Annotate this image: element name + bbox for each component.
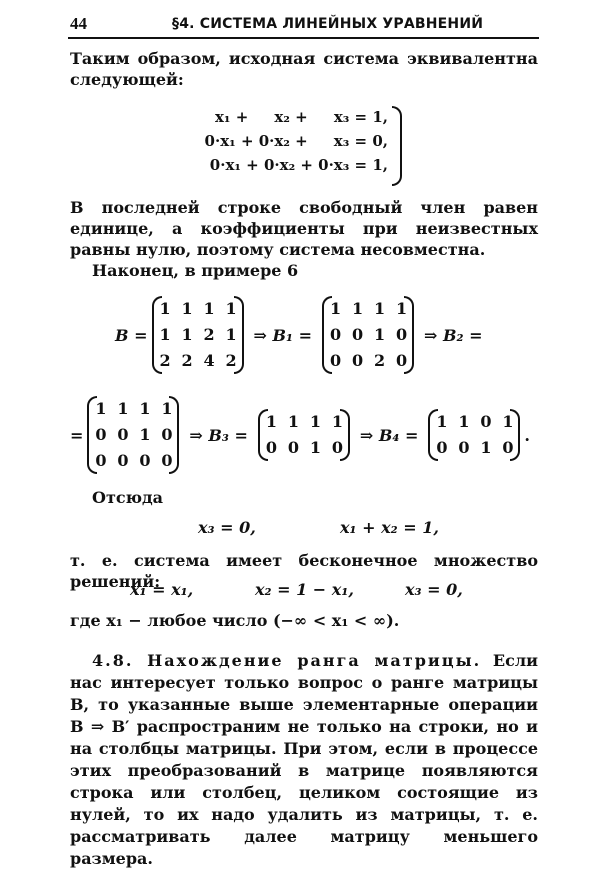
matrix-row	[330, 296, 406, 322]
matrix-cell: 0	[395, 325, 408, 344]
matrix-cell: 1	[502, 412, 514, 431]
matrix-row	[330, 322, 406, 348]
matrix-chain-1	[115, 296, 488, 374]
matrix-row	[330, 348, 406, 374]
paragraph-any-number: где x₁ − любое число (−∞ < x₁ < ∞).	[70, 611, 400, 630]
paragraph-example-6: Наконец, в примере 6	[92, 261, 299, 280]
matrix-row	[95, 422, 171, 448]
matrix-cell: 4	[203, 351, 215, 370]
matrix-cell: 1	[159, 325, 171, 344]
solution-x2: x₂ = 1 − x₁,	[255, 580, 354, 599]
matrix-cell: 0	[117, 451, 129, 470]
matrix-cell: 1	[373, 299, 386, 318]
matrix-row	[436, 435, 512, 461]
matrix-cell: 0	[480, 412, 492, 431]
solution-x1: x₁ = x₁,	[130, 580, 194, 599]
paragraph-infinite: т. е. система имеет бесконечное множество решений:	[70, 551, 538, 591]
matrix-B4	[428, 409, 520, 461]
matrix-cell: 0	[395, 351, 408, 370]
matrix-cell: 1	[225, 299, 237, 318]
matrix-cell: 2	[225, 351, 237, 370]
matrix-cell: 1	[181, 325, 193, 344]
matrix-cell: 1	[225, 325, 237, 344]
matrix-cell: 0	[458, 438, 470, 457]
matrix-cell: 1	[309, 412, 322, 431]
matrix-row	[160, 296, 236, 322]
matrix-cell: 1	[331, 412, 344, 431]
paragraph-hence: Отсюда	[92, 488, 164, 507]
matrix-cell: 1	[309, 438, 322, 457]
matrix-row	[160, 322, 236, 348]
label-B1: ⇒ B₁ =	[253, 325, 312, 345]
paragraph-intro: Таким образом, исходная система эквивалентна следующей:	[70, 49, 538, 89]
paragraph-inconsistent: В последней строке свободный член равен единице, а коэффициенты при неизвестных равны нулю, поэтому система несовместна.	[70, 198, 538, 259]
solution-x3: x₃ = 0,	[405, 580, 463, 599]
matrix-cell: 0	[161, 451, 173, 470]
matrix-cell: 1	[329, 299, 342, 318]
system-row-2: 0·x₁ + 0·x₂ + x₃ = 0,	[204, 132, 388, 150]
equation-x3: x₃ = 0,	[198, 518, 256, 537]
matrix-cell: 0	[265, 438, 278, 457]
matrix-cell: 0	[161, 425, 173, 444]
matrix-cell: 0	[139, 451, 151, 470]
matrix-cell: 1	[458, 412, 470, 431]
label-B2: ⇒ B₂ =	[423, 325, 483, 345]
matrix-cell: 0	[95, 451, 107, 470]
matrix-cell: 0	[351, 351, 364, 370]
page-number: 44	[70, 14, 87, 33]
matrix-B3	[258, 409, 350, 461]
matrix-cell: 2	[203, 325, 215, 344]
matrix-B1	[322, 296, 414, 374]
matrix-cell: 1	[480, 438, 492, 457]
matrix-reduced	[87, 396, 179, 474]
system-brace	[392, 106, 402, 186]
matrix-cell: 1	[181, 299, 193, 318]
matrix-cell: 2	[159, 351, 171, 370]
matrix-row	[266, 409, 342, 435]
section-heading: 4.8. Нахождение ранга матрицы.	[92, 651, 482, 670]
matrix-cell: 0	[95, 425, 107, 444]
matrix-cell: 1	[395, 299, 408, 318]
matrix-row	[266, 435, 342, 461]
matrix-cell: 0	[287, 438, 300, 457]
matrix-cell: 1	[159, 299, 171, 318]
period: .	[524, 425, 530, 445]
running-header: §4. СИСТЕМА ЛИНЕЙНЫХ УРАВНЕНИЙ	[172, 16, 484, 32]
matrix-cell: 1	[203, 299, 215, 318]
matrix-row	[95, 448, 171, 474]
matrix-row	[160, 348, 236, 374]
matrix-B	[152, 296, 244, 374]
matrix-cell: 0	[502, 438, 514, 457]
matrix-cell: 0	[436, 438, 448, 457]
header-rule	[68, 37, 539, 39]
matrix-cell: 1	[373, 325, 386, 344]
matrix-cell: 1	[265, 412, 278, 431]
section-4-8	[70, 650, 538, 870]
matrix-cell: 0	[331, 438, 344, 457]
matrix-cell: 1	[351, 299, 364, 318]
matrix-cell: 1	[436, 412, 448, 431]
matrix-chain-2	[70, 396, 530, 474]
matrix-cell: 1	[161, 399, 173, 418]
matrix-cell: 2	[373, 351, 386, 370]
label-B4: ⇒ B₄ =	[359, 425, 419, 445]
label-equals: =	[70, 425, 84, 445]
matrix-cell: 2	[181, 351, 193, 370]
matrix-row	[95, 396, 171, 422]
matrix-cell: 1	[117, 399, 129, 418]
matrix-cell: 1	[95, 399, 107, 418]
matrix-row	[436, 409, 512, 435]
matrix-cell: 0	[329, 351, 342, 370]
matrix-cell: 1	[139, 425, 151, 444]
matrix-cell: 1	[139, 399, 151, 418]
matrix-cell: 1	[287, 412, 300, 431]
section-text: Если нас интересует только вопрос о ранге матрицы B, то указанные выше элементарные операции B ⇒ B′ распространим не только на строки, но и на столбцы матрицы. При этом, если в процессе этих преобразований в матрице появляются строка или столбец, целиком состоящие из нулей, то их надо удалить из матрицы, т. е. рассматривать далее матрицу меньшего размера.	[70, 651, 539, 868]
matrix-cell: 0	[351, 325, 364, 344]
label-B3: ⇒ B₃ =	[189, 425, 248, 445]
system-row-3: 0·x₁ + 0·x₂ + 0·x₃ = 1,	[209, 156, 388, 174]
system-row-1: x₁ + x₂ + x₃ = 1,	[214, 108, 388, 126]
matrix-cell: 0	[117, 425, 129, 444]
matrix-cell: 0	[329, 325, 342, 344]
label-B: B =	[115, 325, 148, 345]
equation-x1-x2: x₁ + x₂ = 1,	[340, 518, 439, 537]
